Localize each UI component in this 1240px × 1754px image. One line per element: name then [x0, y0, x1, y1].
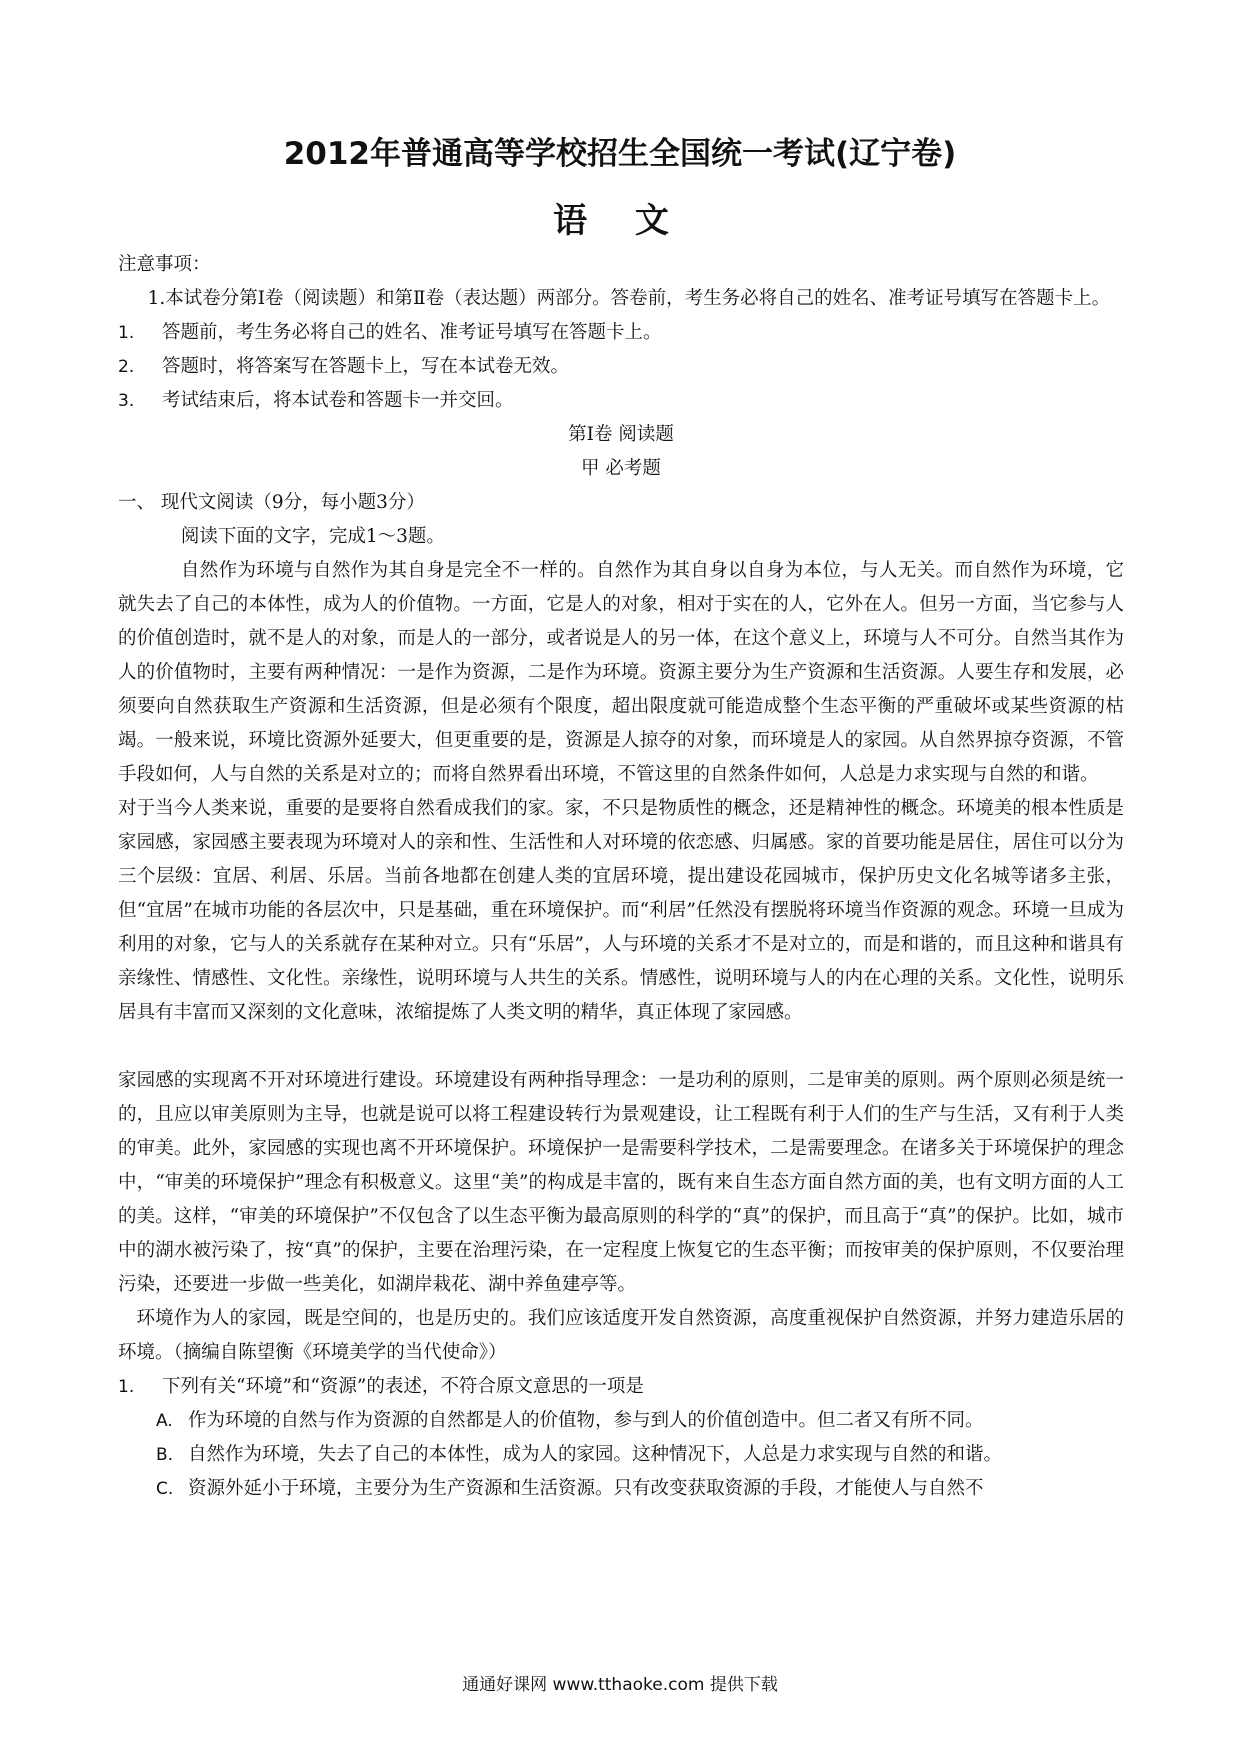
notice-heading: 注意事项：: [118, 254, 211, 275]
passage-paragraph-4: 环境作为人的家园，既是空间的，也是历史的。我们应该适度开发自然资源，高度重视保护自然资源，并努力建造乐居的环境。（摘编自陈望衡《环境美学的当代使命》）: [118, 1308, 1124, 1363]
option-label: C.: [156, 1479, 174, 1499]
question-text: 下列有关“环境”和“资源”的表述，不符合原文意思的一项是: [162, 1376, 644, 1397]
option-text: 资源外延小于环境，主要分为生产资源和生活资源。只有改变获取资源的手段，才能使人与自然不: [188, 1478, 984, 1499]
item-text: 考试结束后，将本试卷和答题卡一并交回。: [162, 390, 514, 411]
question-number: 1.: [118, 1377, 135, 1397]
subject-title: 语 文: [553, 201, 687, 241]
notice-section: [118, 248, 1124, 1506]
item-text: 答题前，考生务必将自己的姓名、准考证号填写在答题卡上。: [162, 322, 662, 343]
list-item: [118, 350, 1124, 384]
option-a: [118, 1404, 1124, 1438]
list-item: [118, 384, 1124, 418]
item-text: 答题时，将答案写在答题卡上，写在本试卷无效。: [162, 356, 570, 377]
page-footer: 通通好课网 www.tthaoke.com 提供下载: [462, 1675, 778, 1695]
option-text: 自然作为环境，失去了自己的本体性，成为人的家园。这种情况下，人总是力求实现与自然的和谐。: [188, 1444, 1003, 1465]
notice-list: [118, 316, 1124, 418]
option-c: [118, 1472, 1124, 1506]
sub-heading: 甲 必考题: [581, 458, 661, 479]
question-stem: [118, 1370, 1124, 1404]
option-text: 作为环境的自然与作为资源的自然都是人的价值物，参与到人的价值创造中。但二者又有所不同。: [188, 1410, 984, 1431]
instruction: 阅读下面的文字，完成1～3题。: [180, 526, 445, 547]
item-number: 3.: [118, 391, 135, 411]
option-label: B.: [156, 1445, 174, 1465]
option-label: A.: [156, 1411, 173, 1431]
exam-title: 2012年普通高等学校招生全国统一考试(辽宁卷): [283, 136, 957, 172]
passage-paragraph-2: 对于当今人类来说，重要的是要将自然看成我们的家。家，不只是物质性的概念，还是精神性的概念。环境美的根本性质是家园感，家园感主要表现为环境对人的亲和性、生活性和人对环境的依恋感、归属感。家的首要功能是居住，居住可以分为三个层级：宜居、利居、乐居。当前各地都在创建人类的宜居环境，提出建设花园城市，保护历史文化名城等诸多主张，但“宜居”在城市功能的各层次中，只是基础，重在环境保护。而“利居”任然没有摆脱将环境当作资源的观念。环境一旦成为利用的对象，它与人的关系就存在某种对立。只有“乐居”，人与环境的关系才不是对立的，而是和谐的，而且这种和谐具有亲缘性、情感性、文化性。亲缘性，说明环境与人共生的关系。情感性，说明环境与人的内在心理的关系。文化性，说明乐居具有丰富而又深刻的文化意味，浓缩提炼了人类文明的精华，真正体现了家园感。: [118, 798, 1124, 1023]
part-heading: 第Ⅰ卷 阅读题: [568, 424, 674, 445]
passage-paragraph-3: 家园感的实现离不开对环境进行建设。环境建设有两种指导理念：一是功利的原则，二是审美的原则。两个原则必须是统一的，且应以审美原则为主导，也就是说可以将工程建设转行为景观建设，让工程既有利于人们的生产与生活，又有利于人类的审美。此外，家园感的实现也离不开环境保护。环境保护一是需要科学技术，二是需要理念。在诸多关于环境保护的理念中，“审美的环境保护”理念有积极意义。这里“美”的构成是丰富的，既有来自生态方面自然方面的美，也有文明方面的人工的美。这样，“审美的环境保护”不仅包含了以生态平衡为最高原则的科学的“真”的保护，而且高于“真”的保护。比如，城市中的湖水被污染了，按“真”的保护，主要在治理污染，在一定程度上恢复它的生态平衡；而按审美的保护原则，不仅要治理污染，还要进一步做一些美化，如湖岸栽花、湖中养鱼建亭等。: [118, 1070, 1124, 1295]
question-heading: 一、 现代文阅读（9分，每小题3分）: [118, 492, 425, 513]
question-1: [118, 1370, 1124, 1404]
answer-options: [118, 1404, 1124, 1506]
option-b: [118, 1438, 1124, 1472]
notice-intro: 1.本试卷分第Ⅰ卷（阅读题）和第Ⅱ卷（表达题）两部分。答卷前，考生务必将自己的姓名、准考证号填写在答题卡上。: [147, 288, 1111, 309]
passage-paragraph-1: 自然作为环境与自然作为其自身是完全不一样的。自然作为其自身以自身为本位，与人无关。而自然作为环境，它就失去了自己的本体性，成为人的价值物。一方面，它是人的对象，相对于实在的人，它外在人。但另一方面，当它参与人的价值创造时，就不是人的对象，而是人的一部分，或者说是人的另一体，在这个意义上，环境与人不可分。自然当其作为人的价值物时，主要有两种情况：一是作为资源，二是作为环境。资源主要分为生产资源和生活资源。人要生存和发展，必须要向自然获取生产资源和生活资源，但是必须有个限度，超出限度就可能造成整个生态平衡的严重破坏或某些资源的枯竭。一般来说，环境比资源外延要大，但更重要的是，资源是人掠夺的对象，而环境是人的家园。从自然界掠夺资源，不管手段如何，人与自然的关系是对立的；而将自然界看出环境，不管这里的自然条件如何，人总是力求实现与自然的和谐。: [118, 560, 1124, 785]
list-item: [118, 316, 1124, 350]
item-number: 2.: [118, 357, 135, 377]
item-number: 1.: [118, 323, 135, 343]
